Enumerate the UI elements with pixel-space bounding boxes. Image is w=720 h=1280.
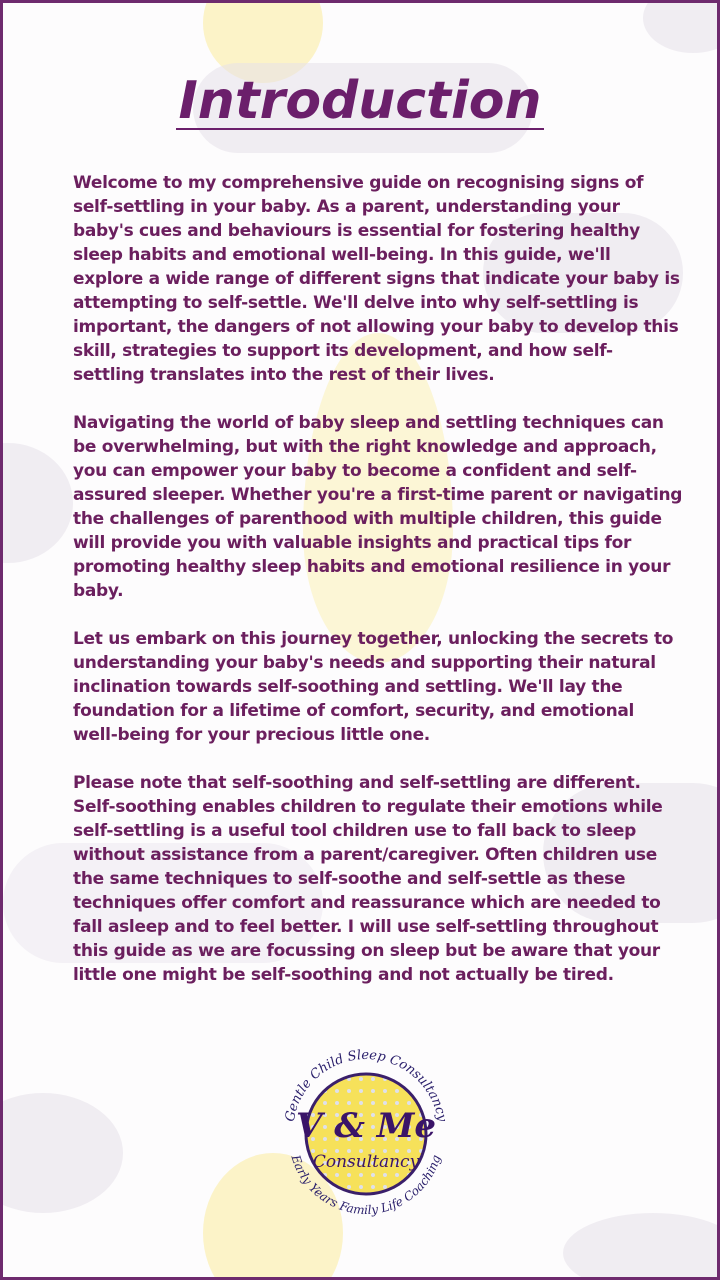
text-line: explore a wide range of different signs that indicate your baby is bbox=[73, 269, 680, 289]
text-line: without assistance from a parent/caregiver. Often children use bbox=[73, 845, 657, 865]
cloud-decoration bbox=[563, 1213, 720, 1280]
text-line: well-being for your precious little one. bbox=[73, 725, 430, 745]
text-line: will provide you with valuable insights and practical tips for bbox=[73, 533, 632, 553]
svg-text:Consultancy: Consultancy bbox=[312, 1152, 420, 1172]
svg-text:Gentle Child Sleep Consultancy: Gentle Child Sleep Consultancy bbox=[282, 1047, 450, 1123]
text-line: Let us embark on this journey together, unlocking the secrets to bbox=[73, 629, 674, 649]
paragraph bbox=[73, 771, 673, 987]
text-line: the same techniques to self-soothe and self-settle as these bbox=[73, 869, 626, 889]
text-line: attempting to self-settle. We'll delve into why self-settling is bbox=[73, 293, 639, 313]
svg-text:V & Me: V & Me bbox=[295, 1106, 437, 1146]
text-line: inclination towards self-soothing and settling. We'll lay the bbox=[73, 677, 623, 697]
cloud-decoration bbox=[643, 0, 720, 53]
paragraph bbox=[73, 627, 673, 747]
text-line: fall asleep and to feel better. I will use self-settling throughout bbox=[73, 917, 659, 937]
cloud-decoration bbox=[0, 443, 73, 563]
svg-text:Early Years Family Life Coachi: Early Years Family Life Coaching bbox=[288, 1153, 444, 1218]
text-line: sleep habits and emotional well-being. In this guide, we'll bbox=[73, 245, 611, 265]
text-line: self-settling in your baby. As a parent, understanding your bbox=[73, 197, 620, 217]
text-line: important, the dangers of not allowing your baby to develop this bbox=[73, 317, 679, 337]
text-line: assured sleeper. Whether you're a first-time parent or navigating bbox=[73, 485, 683, 505]
text-line: you can empower your baby to become a confident and self- bbox=[73, 461, 637, 481]
paragraph bbox=[73, 171, 680, 387]
page-title: Introduction bbox=[178, 71, 542, 131]
text-line: techniques offer comfort and reassurance which are needed to bbox=[73, 893, 661, 913]
text-line: Navigating the world of baby sleep and settling techniques can bbox=[73, 413, 664, 433]
paragraph bbox=[73, 411, 683, 603]
text-line: promoting healthy sleep habits and emotional resilience in your bbox=[73, 557, 671, 577]
text-line: Please note that self-soothing and self-settling are different. bbox=[73, 773, 641, 793]
text-line: Welcome to my comprehensive guide on recognising signs of bbox=[73, 173, 644, 193]
text-line: baby. bbox=[73, 581, 124, 601]
text-line: understanding your baby's needs and supporting their natural bbox=[73, 653, 656, 673]
cloud-decoration bbox=[0, 1093, 123, 1213]
intro-body bbox=[73, 171, 683, 1011]
text-line: self-settling is a useful tool children use to fall back to sleep bbox=[73, 821, 636, 841]
text-line: skill, strategies to support its development, and how self- bbox=[73, 341, 613, 361]
text-line: this guide as we are focussing on sleep but be aware that your bbox=[73, 941, 660, 961]
consultancy-logo bbox=[271, 1037, 461, 1227]
text-line: foundation for a lifetime of comfort, security, and emotional bbox=[73, 701, 635, 721]
text-line: the challenges of parenthood with multiple children, this guide bbox=[73, 509, 662, 529]
text-line: little one might be self-soothing and not actually be tired. bbox=[73, 965, 614, 985]
text-line: baby's cues and behaviours is essential for fostering healthy bbox=[73, 221, 640, 241]
text-line: settling translates into the rest of their lives. bbox=[73, 365, 495, 385]
text-line: be overwhelming, but with the right knowledge and approach, bbox=[73, 437, 657, 457]
text-line: Self-soothing enables children to regulate their emotions while bbox=[73, 797, 663, 817]
